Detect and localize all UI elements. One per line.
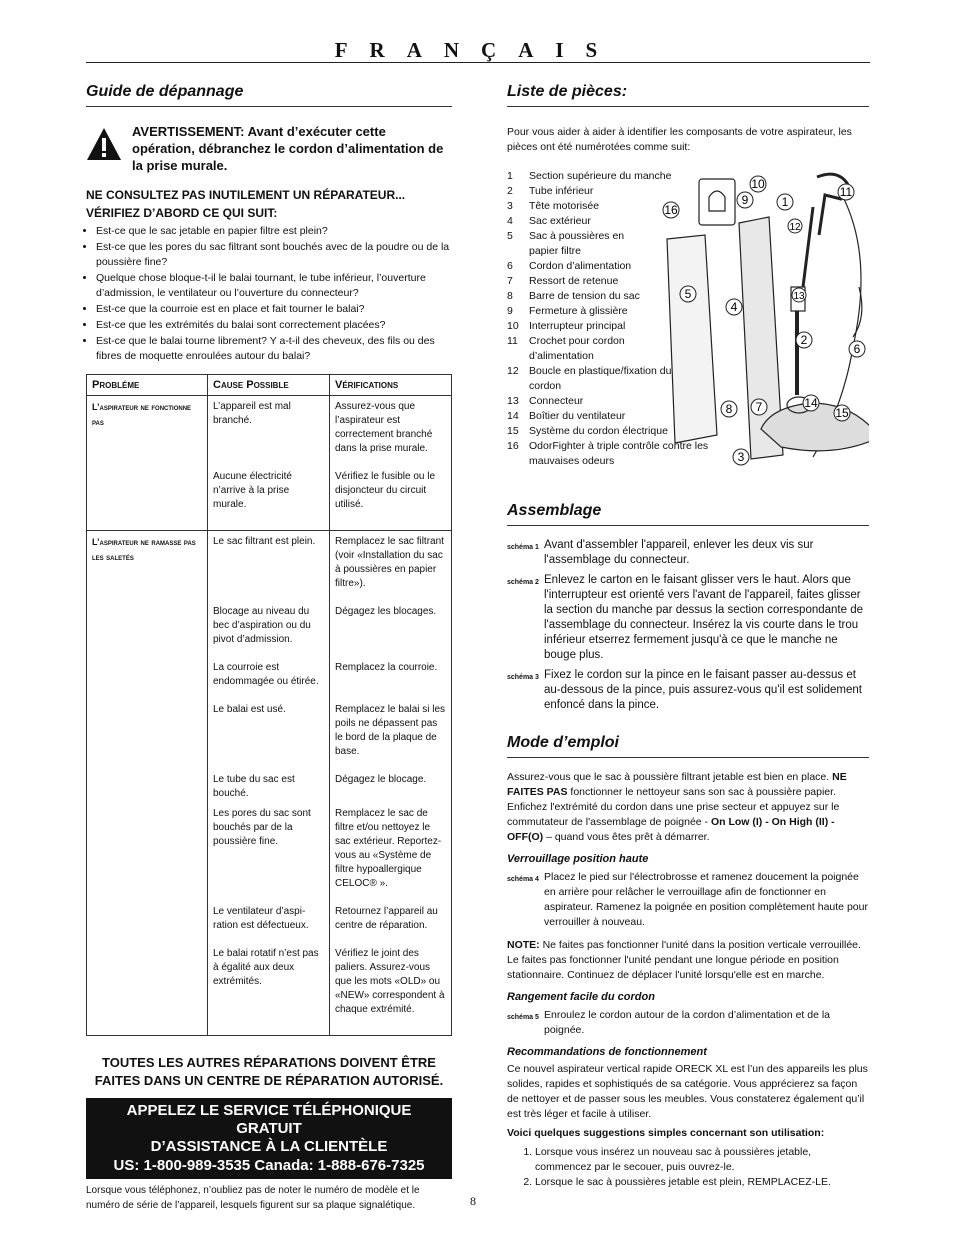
assembly-steps <box>507 538 869 713</box>
part-label: OdorFighter à triple contrôle contre les mauvaises odeurs <box>529 440 709 467</box>
problem-text: L’aspirateur ne fonctionne pas <box>92 402 192 427</box>
figure-label: schéma 1 <box>507 544 539 551</box>
cause-item: Le balai rotatif n’est pas à égalité aux deux extrémités. <box>213 948 319 987</box>
call-line-1: APPELEZ LE SERVICE TÉLÉPHONIQUE GRATUIT <box>126 1102 412 1137</box>
problem-text: L’aspirateur ne ramasse pas les saletés <box>92 537 196 562</box>
part-label: Cordon d’alimentation <box>529 260 632 272</box>
cause-item: Aucune électricité n’arrive à la prise murale. <box>213 471 292 510</box>
list-item: • Est-ce que le sac jetable en papier filtre est plein? <box>96 224 452 239</box>
note-label: NOTE: <box>507 939 540 951</box>
check-item: Vérifiez le joint des paliers. Assurez-vous que les mots «OLD» ou «NEW» correspondent à chaque extrémité. <box>335 948 445 1015</box>
assembly-step <box>507 668 869 713</box>
part-label: Barre de tension du sac <box>529 290 640 302</box>
column-header-problem: Probléme <box>87 375 208 396</box>
list-item <box>507 229 637 259</box>
part-label: Tête motorisée <box>529 200 600 212</box>
diagram-callouts <box>657 167 869 487</box>
part-number: 13 <box>507 395 519 407</box>
part-label: Interrupteur principal <box>529 320 626 332</box>
callout-11: 11 <box>839 185 853 199</box>
troubleshooting-column <box>86 80 452 1213</box>
figure-label: schéma 5 <box>507 1014 539 1021</box>
table-row <box>87 531 452 1036</box>
check-item: Dégagez le blocage. <box>335 774 427 785</box>
callout-1: 1 <box>781 195 789 209</box>
check-first-line2: VÉRIFIEZ D’ABORD CE QUI SUIT: <box>86 206 278 220</box>
column-header-cause: Cause Possible <box>208 375 330 396</box>
warning-triangle-icon <box>86 127 122 161</box>
part-label: Système du cordon électrique <box>529 425 668 437</box>
step-text: Placez le pied sur l'électrobrosse et ramenez doucement la poignée en arrière pour relâcher le verrouillage afin de fonctionner en aspirateur. Ramenez la poignée en position complètement haute pour verrouiller à nouveau. <box>544 871 868 928</box>
check-item: Assurez-vous que l’aspirateur est correctement branché dans la prise murale. <box>335 401 433 454</box>
part-number: 14 <box>507 410 519 422</box>
callout-2: 2 <box>800 333 808 347</box>
step-text: Enroulez le cordon autour de la cordon d’alimentation et de la poignée. <box>544 1009 831 1036</box>
figure-label: schéma 2 <box>507 579 539 586</box>
part-number: 16 <box>507 440 519 452</box>
usage-intro-a: Assurez-vous que le sac à poussière filtrant jetable est bien en place. <box>507 771 830 783</box>
check-cell <box>330 531 452 1036</box>
parts-heading: Liste de pièces: <box>507 80 869 107</box>
callout-3: 3 <box>737 450 745 464</box>
usage-heading: Mode d’emploi <box>507 731 869 758</box>
list-item <box>507 334 657 364</box>
check-item: Remplacez la courroie. <box>335 662 438 673</box>
table-header-row <box>87 375 452 396</box>
part-label: Connecteur <box>529 395 584 407</box>
table-row <box>87 396 452 531</box>
troubleshooting-table <box>86 374 452 1036</box>
suggestions-heading: Voici quelques suggestions simples concernant son utilisation: <box>507 1127 825 1139</box>
part-number: 11 <box>507 335 518 347</box>
usage-intro-bold: NE FAITES PAS <box>507 771 847 798</box>
header-rule <box>86 62 870 63</box>
cause-cell <box>208 396 330 531</box>
part-number: 10 <box>507 320 519 332</box>
list-item: • Est-ce que les extrémités du balai sont correctement placées? <box>96 318 452 333</box>
cause-cell <box>208 531 330 1036</box>
authorized-repair-note: TOUTES LES AUTRES RÉPARATIONS DOIVENT ÊTRE FAITES DANS UN CENTRE DE RÉPARATION AUTORISÉ. <box>94 1055 444 1088</box>
cause-item: La courroie est endommagée ou étirée. <box>213 662 319 687</box>
list-item: • Est-ce que la courroie est en place et fait tourner le balai? <box>96 302 452 317</box>
parts-intro: Pour vous aider à aider à identifier les composants de votre aspirateur, les pièces ont été numérotées comme suit: <box>507 126 852 153</box>
step-text: Enlevez le carton en le faisant glisser vers le haut. Alors que l'interrupteur est orienté vers l'avant de l'appareil, faites glisser la section du manche par dessus la section correspondante de l'assemblage du connecteur. Insérez la vis courte dans le trou inférieur etserrez fermement jusqu'à ce que le manche ne bouge plus. <box>544 574 864 661</box>
check-item: Remplacez le sac de filtre et/ou nettoyez le sac extérieur. Reportez-vous au «Système de filtre hypoallergique CELOC® ». <box>335 808 442 889</box>
check-item: Dégagez les blocages. <box>335 606 437 617</box>
part-number: 7 <box>507 275 513 287</box>
part-label: Ressort de retenue <box>529 275 619 287</box>
check-first-heading <box>86 186 452 222</box>
upright-lock-heading: Verrouillage position haute <box>507 853 649 865</box>
callout-5: 5 <box>684 287 692 301</box>
part-number: 3 <box>507 200 513 212</box>
callout-7: 7 <box>755 400 763 414</box>
part-label: Tube inférieur <box>529 185 594 197</box>
part-number: 5 <box>507 230 513 242</box>
cause-item: Le sac filtrant est plein. <box>213 536 316 547</box>
part-label: Fermeture à glissière <box>529 305 628 317</box>
recommendations-text: Ce nouvel aspirateur vertical rapide ORECK XL est l’un des appareils les plus solides, rapides et sophistiqués de sa catégorie. Vous apprécierez sa façon de nettoyer et de passer sous les meubles. Vous constaterez également qu’il est très léger et facile à utiliser. <box>507 1063 868 1120</box>
check-item: Remplacez le balai si les poils ne dépassent pas le bord de la plaque de base. <box>335 704 446 757</box>
page-header-title: FRANÇAIS <box>334 38 620 62</box>
check-cell <box>330 396 452 531</box>
phone-numbers: US: 1-800-989-3535 Canada: 1-888-676-7325 <box>113 1157 425 1174</box>
note-text: Ne faites pas fonctionner l'unité dans la position verticale verrouillée. Le faites pas fonctionner l'unité pendant une longue période en position stationnaire. Continuez de déplacer l'unité lorsqu'elle est en marche. <box>507 939 861 981</box>
customer-service-box <box>86 1098 452 1179</box>
check-item: Vérifiez le fusible ou le disjoncteur du circuit utilisé. <box>335 471 436 510</box>
part-label: Section supérieure du manche <box>529 170 672 182</box>
usage-intro-b: fonctionner le nettoyeur sans son sac à poussière papier. Enfichez l'extrémité du cordon dans une prise secteur et appuyez sur le commutateur de l'assemblage de poignée - <box>507 786 840 828</box>
list-item: 2. Lorsque le sac à poussières jetable est plein, REMPLACEZ-LE. <box>535 1175 869 1190</box>
callout-12: 12 <box>789 222 801 233</box>
call-footnote: Lorsque vous téléphonez, n’oubliez pas de noter le numéro de modèle et le numéro de série de l’appareil, lesquels figurent sur sa plaque signalétique. <box>86 1185 420 1211</box>
list-item: • Est-ce que les pores du sac filtrant sont bouchés avec de la poudre ou de la poussière fine? <box>96 240 452 270</box>
callout-8: 8 <box>725 402 733 416</box>
cause-item: L’appareil est mal branché. <box>213 401 291 426</box>
figure-label: schéma 3 <box>507 674 539 681</box>
part-label: Sac à poussières en papier filtre <box>529 230 625 257</box>
troubleshooting-heading: Guide de dépannage <box>86 80 452 107</box>
callout-15: 15 <box>835 406 849 420</box>
problem-cell <box>87 531 208 1036</box>
usage-note <box>507 938 869 983</box>
switch-positions: On Low (I) - On High (II) - OFF(O) <box>507 816 835 843</box>
usage-intro <box>507 770 869 845</box>
part-number: 8 <box>507 290 513 302</box>
page-number: 8 <box>470 1194 476 1208</box>
callout-6: 6 <box>853 342 861 356</box>
cause-item: Le balai est usé. <box>213 704 286 715</box>
problem-cell <box>87 396 208 531</box>
part-number: 12 <box>507 365 519 377</box>
list-item: • Quelque chose bloque-t-il le balai tournant, le tube inférieur, l’ouverture d’admission, le ventilateur ou l’ouverture du connecteur? <box>96 271 452 301</box>
callout-4: 4 <box>730 300 738 314</box>
cause-item: Blocage au niveau du bec d’aspiration ou du pivot d’admission. <box>213 606 311 645</box>
list-item: • Est-ce que le balai tourne librement? Y a-t-il des cheveux, des fils ou des fibres de moquette enroulées autour du balai? <box>96 334 452 364</box>
part-label: Crochet pour cordon d’alimentation <box>529 335 625 362</box>
cause-item: Le ventilateur d’aspi-ration est défectueux. <box>213 906 309 931</box>
step-text: Fixez le cordon sur la pince en le faisant passer au-dessus et au-dessous de la pince, puis assurez-vous qu'il est solidement enfoncé dans la pince. <box>544 669 862 711</box>
suggestions-list <box>507 1145 869 1190</box>
usage-intro-c: – quand vous êtes prêt à démarrer. <box>543 831 710 843</box>
step-text: Avant d'assembler l'appareil, enlever les deux vis sur l'assemblage du connecteur. <box>544 539 814 566</box>
parts-area <box>507 169 869 499</box>
assembly-step <box>507 538 869 568</box>
part-number: 15 <box>507 425 519 437</box>
part-label: Boîtier du ventilateur <box>529 410 626 422</box>
part-number: 9 <box>507 305 513 317</box>
list-item <box>507 364 677 394</box>
usage-step <box>507 1008 869 1038</box>
check-list <box>86 224 452 364</box>
callout-10: 10 <box>751 177 765 191</box>
figure-label: schéma 4 <box>507 876 539 883</box>
callout-9: 9 <box>741 193 749 207</box>
part-number: 6 <box>507 260 513 272</box>
assembly-heading: Assemblage <box>507 499 869 526</box>
part-number: 1 <box>507 170 513 182</box>
cause-item: Les pores du sac sont bouchés par de la poussière fine. <box>213 808 311 847</box>
column-header-checks: Vérifications <box>330 375 452 396</box>
list-item: 1. Lorsque vous insérez un nouveau sac à poussières jetable, commencez par le secouer, puis ouvrez-le. <box>535 1145 869 1175</box>
cause-item: Le tube du sac est bouché. <box>213 774 295 799</box>
cord-storage-heading: Rangement facile du cordon <box>507 991 655 1003</box>
callout-14: 14 <box>804 396 818 410</box>
recommendations-heading: Recommandations de fonctionnement <box>507 1046 707 1058</box>
warning-block <box>86 123 452 174</box>
check-item: Retournez l’appareil au centre de réparation. <box>335 906 438 931</box>
part-number: 4 <box>507 215 513 227</box>
call-line-2: D’ASSISTANCE À LA CLIENTÈLE <box>150 1138 388 1155</box>
check-first-line1: NE CONSULTEZ PAS INUTILEMENT UN RÉPARATEUR... <box>86 188 406 202</box>
assembly-step <box>507 573 869 663</box>
callout-16: 16 <box>664 203 678 217</box>
warning-text: AVERTISSEMENT: Avant d’exécuter cette opération, débranchez le cordon d’alimentation de la prise murale. <box>132 124 444 173</box>
callout-13: 13 <box>793 291 805 302</box>
part-number: 2 <box>507 185 513 197</box>
check-item: Remplacez le sac filtrant (voir «Installation du sac à poussières en papier filtre»). <box>335 536 444 589</box>
usage-step <box>507 870 869 930</box>
part-label: Boucle en plastique/fixation du cordon <box>529 365 672 392</box>
part-label: Sac extérieur <box>529 215 591 227</box>
parts-column <box>507 80 869 1190</box>
